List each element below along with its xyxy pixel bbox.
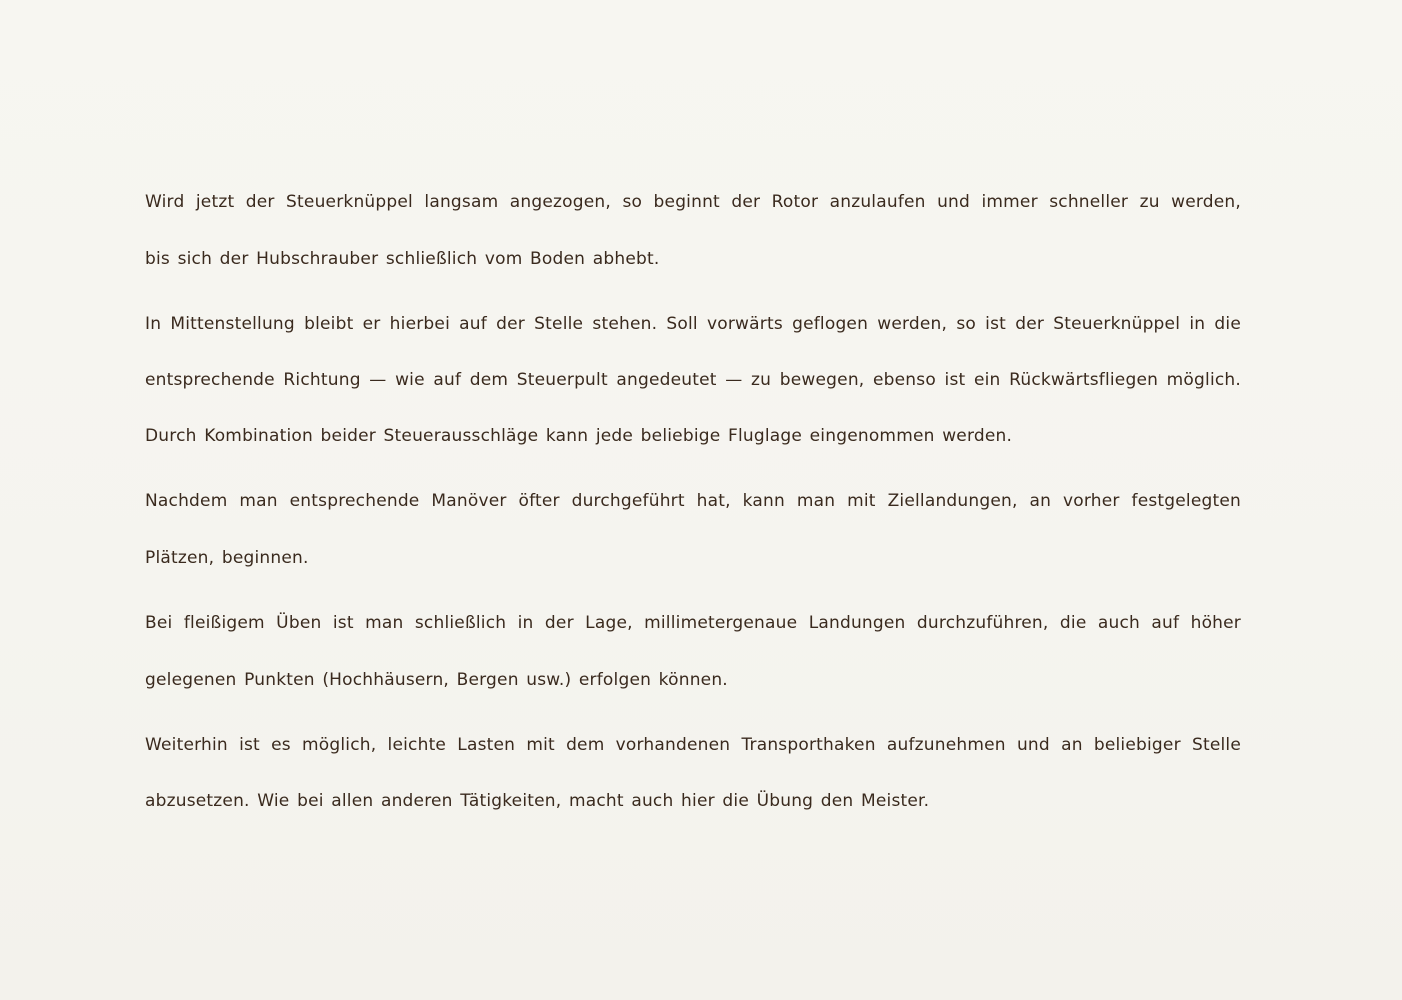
paragraph-2-line-2: entsprechende Richtung — wie auf dem Steuerpult angedeutet — zu bewegen, ebenso ist ein Rückwärtsfliegen möglich. <box>145 370 1241 390</box>
paragraph-4-line-2: gelegenen Punkten (Hochhäusern, Bergen usw.) erfolgen können. <box>145 670 728 690</box>
paragraph-4-line-1: Bei fleißigem Üben ist man schließlich in der Lage, millimetergenaue Landungen durchzuführen, die auch auf höher <box>145 613 1241 633</box>
paragraph-5-line-1: Weiterhin ist es möglich, leichte Lasten mit dem vorhandenen Transporthaken aufzunehmen und an beliebiger Stelle <box>145 735 1241 755</box>
paragraph-3-line-2: Plätzen, beginnen. <box>145 548 309 568</box>
paragraph-2-line-1: In Mittenstellung bleibt er hierbei auf der Stelle stehen. Soll vorwärts geflogen werden, so ist der Steuerknüppel in die <box>145 314 1241 334</box>
paragraph-5-line-2: abzusetzen. Wie bei allen anderen Tätigkeiten, macht auch hier die Übung den Meister. <box>145 791 930 811</box>
paragraph-1-line-1: Wird jetzt der Steuerknüppel langsam angezogen, so beginnt der Rotor anzulaufen und immer schneller zu werden, <box>145 192 1241 212</box>
paragraph-1-line-2: bis sich der Hubschrauber schließlich vom Boden abhebt. <box>145 249 660 269</box>
paragraph-3-line-1: Nachdem man entsprechende Manöver öfter durchgeführt hat, kann man mit Ziellandungen, an vorher festgelegten <box>145 491 1241 511</box>
paragraph-2-line-3: Durch Kombination beider Steuerausschläge kann jede beliebige Fluglage eingenommen werden. <box>145 426 1013 446</box>
